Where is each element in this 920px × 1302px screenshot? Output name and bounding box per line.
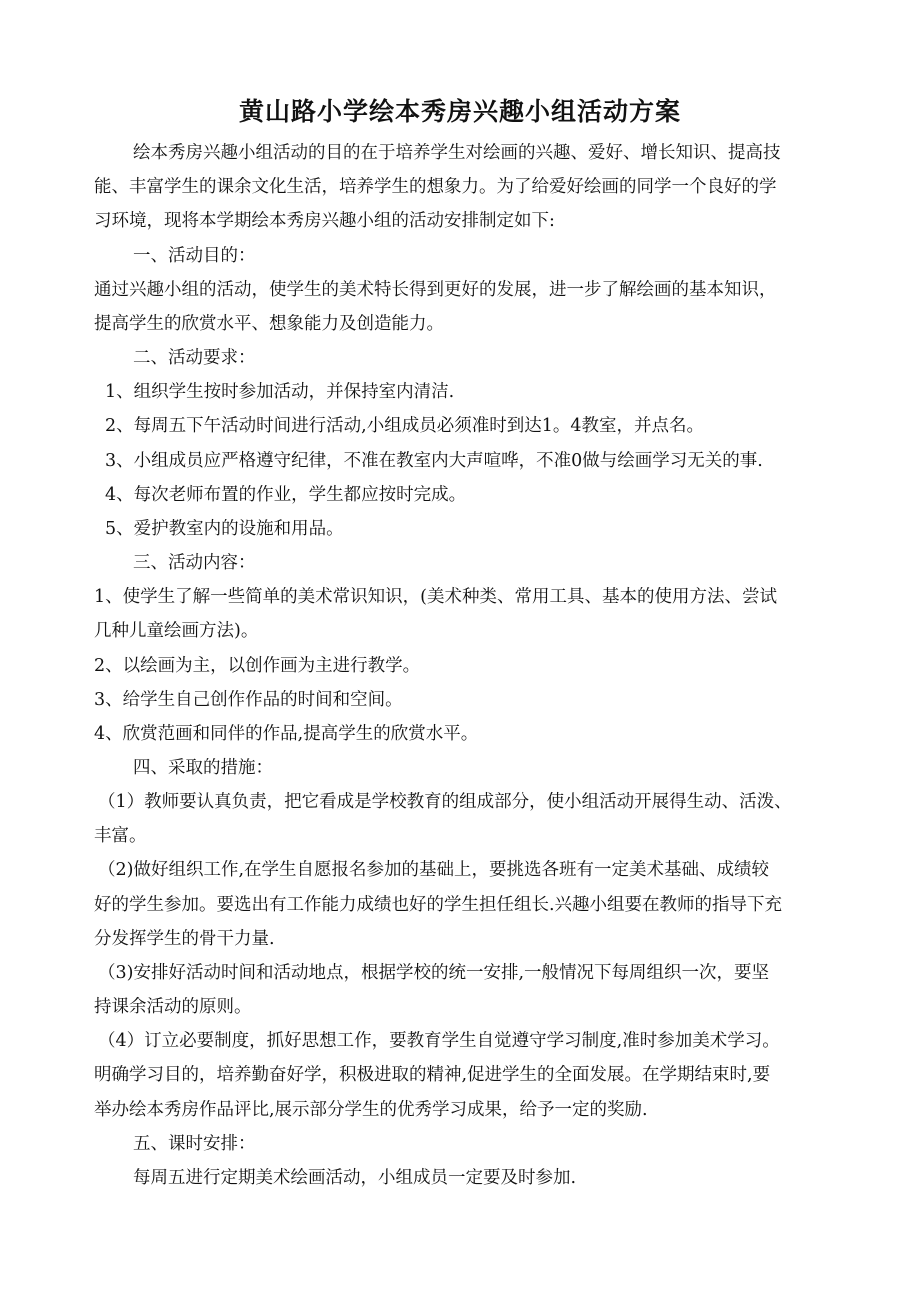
list-item: （3)安排好活动时间和活动地点，根据学校的统一安排,一般情况下每周组织一次，要坚 <box>98 963 770 983</box>
paragraph-line: 好的学生参加。要选出有工作能力成绩也好的学生担任组长.兴趣小组要在教师的指导下充 <box>94 895 783 915</box>
paragraph-line: 习环境，现将本学期绘本秀房兴趣小组的活动安排制定如下: <box>94 211 555 231</box>
paragraph-line: 持课余活动的原则。 <box>94 997 252 1017</box>
section-heading: 二、活动要求： <box>133 348 256 368</box>
section-heading: 四、采取的措施： <box>133 758 273 778</box>
list-item: （2)做好组织工作,在学生自愿报名参加的基础上，要挑选各班有一定美术基础、成绩较 <box>98 860 770 880</box>
paragraph-line: 丰富。 <box>94 826 147 846</box>
section-heading: 一、活动目的： <box>133 246 256 266</box>
paragraph-line: 明确学习目的，培养勤奋好学，积极进取的精神,促进学生的全面发展。在学期结束时,要 <box>94 1065 771 1085</box>
paragraph-line: 能、丰富学生的课余文化生活，培养学生的想象力。为了给爱好绘画的同学一个良好的学 <box>94 177 777 197</box>
document-title: 黄山路小学绘本秀房兴趣小组活动方案 <box>238 97 681 126</box>
list-item: （4）订立必要制度，抓好思想工作，要教育学生自觉遵守学习制度,准时参加美术学习。 <box>98 1031 780 1051</box>
paragraph-line: 举办绘本秀房作品评比,展示部分学生的优秀学习成果，给予一定的奖励. <box>94 1100 648 1120</box>
list-item: 5、爱护教室内的设施和用品。 <box>105 519 344 539</box>
list-item: 3、给学生自己创作作品的时间和空间。 <box>94 690 403 710</box>
paragraph-line: 提高学生的欣赏水平、想象能力及创造能力。 <box>94 314 444 334</box>
list-item: 1、使学生了解一些简单的美术常识知识，(美术种类、常用工具、基本的使用方法、尝试 <box>94 587 777 607</box>
list-item: 1、组织学生按时参加活动，并保持室内清洁. <box>105 382 455 402</box>
paragraph-line: 几种儿童绘画方法)。 <box>94 621 259 641</box>
paragraph-line: 分发挥学生的骨干力量. <box>94 929 275 949</box>
list-item: 4、欣赏范画和同伴的作品,提高学生的欣赏水平。 <box>94 724 479 744</box>
section-heading: 五、课时安排： <box>133 1134 256 1154</box>
list-item: 2、每周五下午活动时间进行活动,小组成员必须准时到达1。4教室，并点名。 <box>105 416 704 436</box>
list-item: 4、每次老师布置的作业，学生都应按时完成。 <box>105 485 467 505</box>
paragraph-line: 通过兴趣小组的活动，使学生的美术特长得到更好的发展，进一步了解绘画的基本知识， <box>94 280 777 300</box>
section-heading: 三、活动内容： <box>133 553 256 573</box>
list-item: 3、小组成员应严格遵守纪律，不准在教室内大声喧哗，不准0做与绘画学习无关的事. <box>105 451 763 471</box>
list-item: （1）教师要认真负责，把它看成是学校教育的组成部分，使小组活动开展得生动、活泼、 <box>98 792 792 812</box>
paragraph-line: 绘本秀房兴趣小组活动的目的在于培养学生对绘画的兴趣、爱好、增长知识、提高技 <box>133 143 781 163</box>
list-item: 2、以绘画为主，以创作画为主进行教学。 <box>94 656 421 676</box>
paragraph-line: 每周五进行定期美术绘画活动，小组成员一定要及时参加. <box>133 1168 577 1188</box>
